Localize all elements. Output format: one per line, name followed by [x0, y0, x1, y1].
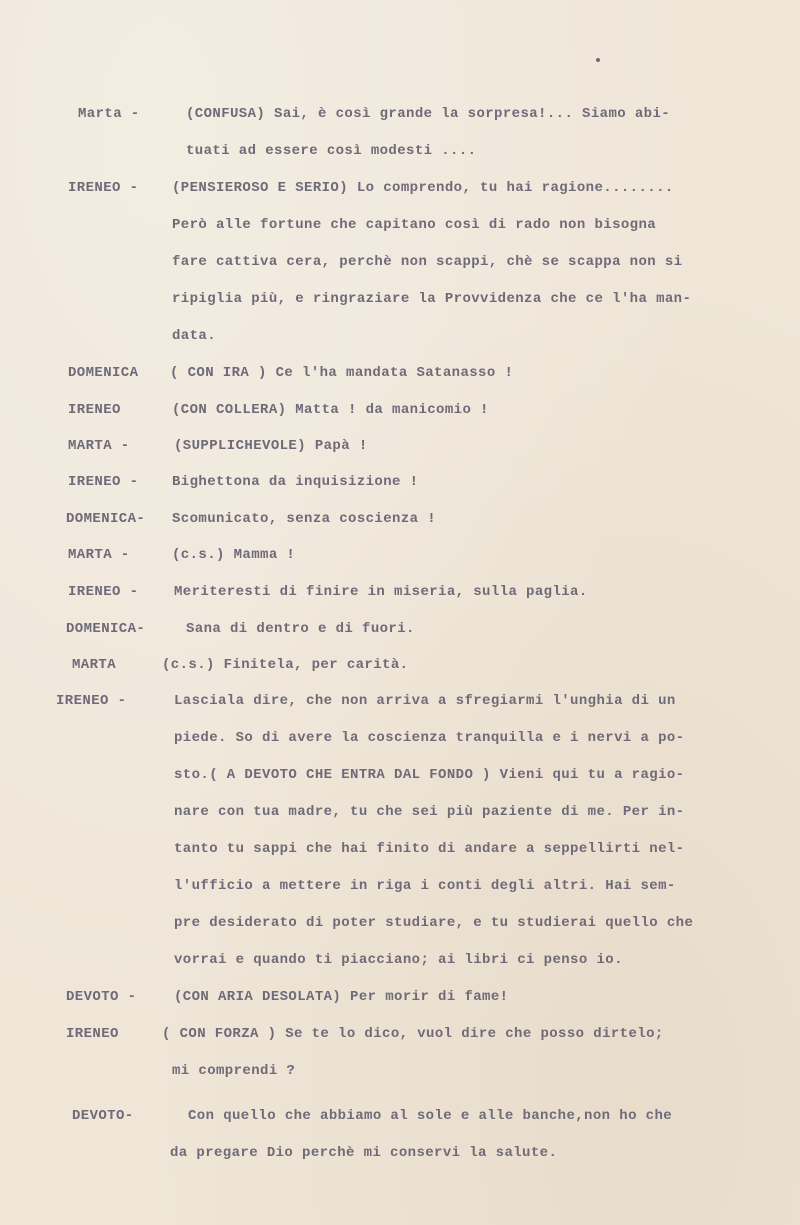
- dialogue-line: ( CON FORZA ) Se te lo dico, vuol dire che posso dirtelo;: [162, 1026, 664, 1042]
- dialogue-line: pre desiderato di poter studiare, e tu studierai quello che: [174, 915, 694, 931]
- script-body: [0, 96, 800, 1172]
- dialogue-line: vorrai e quando ti piacciano; ai libri ci penso io.: [174, 952, 623, 968]
- dialogue-entry: [0, 611, 800, 647]
- dialogue-line: ripiglia più, e ringraziare la Provvidenza che ce l'ha man-: [172, 291, 692, 307]
- speaker-name: IRENEO: [66, 1026, 119, 1042]
- speaker-name: MARTA -: [68, 438, 130, 454]
- dialogue-line: Meriteresti di finire in miseria, sulla paglia.: [174, 584, 588, 600]
- dialogue-line: da pregare Dio perchè mi conservi la salute.: [170, 1145, 558, 1161]
- dialogue-entry: [0, 1016, 800, 1090]
- speaker-name: DOMENICA-: [66, 511, 146, 527]
- speaker-name: Marta -: [78, 106, 140, 122]
- dialogue-line: (PENSIEROSO E SERIO) Lo comprendo, tu hai ragione........: [172, 180, 674, 196]
- dialogue-line: (CONFUSA) Sai, è così grande la sorpresa!... Siamo abi-: [186, 106, 671, 122]
- dialogue-entry: [0, 355, 800, 392]
- dialogue-entry: [0, 647, 800, 683]
- speaker-name: IRENEO -: [56, 693, 127, 709]
- dialogue-entry: [0, 537, 800, 574]
- dialogue-line: (CON ARIA DESOLATA) Per morir di fame!: [174, 989, 509, 1005]
- page-mark: [596, 58, 600, 62]
- dialogue-line: Però alle fortune che capitano così di rado non bisogna: [172, 217, 657, 233]
- dialogue-line: Lasciala dire, che non arriva a sfregiarmi l'unghia di un: [174, 693, 676, 709]
- dialogue-line: Sana di dentro e di fuori.: [186, 621, 415, 637]
- dialogue-line: Bighettona da inquisizione !: [172, 474, 419, 490]
- dialogue-line: (SUPPLICHEVOLE) Papà !: [174, 438, 368, 454]
- dialogue-entry: [0, 501, 800, 537]
- speaker-name: MARTA -: [68, 547, 130, 563]
- dialogue-line: fare cattiva cera, perchè non scappi, chè se scappa non si: [172, 254, 683, 270]
- speaker-name: DOMENICA-: [66, 621, 146, 637]
- speaker-name: MARTA: [72, 657, 117, 673]
- dialogue-line: (c.s.) Mamma !: [172, 547, 296, 563]
- dialogue-entry: [0, 683, 800, 979]
- dialogue-line: piede. So di avere la coscienza tranquilla e i nervi a po-: [174, 730, 685, 746]
- speaker-name: DEVOTO-: [72, 1108, 134, 1124]
- dialogue-entry: [0, 170, 800, 355]
- speaker-name: DOMENICA: [68, 365, 139, 381]
- dialogue-entry: [0, 392, 800, 428]
- speaker-name: IRENEO -: [68, 180, 139, 196]
- dialogue-line: sto.( A DEVOTO CHE ENTRA DAL FONDO ) Vieni qui tu a ragio-: [174, 767, 685, 783]
- dialogue-line: ( CON IRA ) Ce l'ha mandata Satanasso !: [170, 365, 514, 381]
- dialogue-entry: [0, 574, 800, 611]
- speaker-name: IRENEO -: [68, 474, 139, 490]
- dialogue-line: Scomunicato, senza coscienza !: [172, 511, 437, 527]
- dialogue-line: data.: [172, 328, 217, 344]
- dialogue-entry: [0, 428, 800, 464]
- dialogue-line: Con quello che abbiamo al sole e alle banche,non ho che: [188, 1108, 673, 1124]
- dialogue-line: l'ufficio a mettere in riga i conti degli altri. Hai sem-: [174, 878, 676, 894]
- dialogue-line: mi comprendi ?: [172, 1063, 296, 1079]
- dialogue-entry: [0, 96, 800, 170]
- dialogue-line: (CON COLLERA) Matta ! da manicomio !: [172, 402, 489, 418]
- dialogue-line: tuati ad essere così modesti ....: [186, 143, 477, 159]
- speaker-name: DEVOTO -: [66, 989, 137, 1005]
- dialogue-entry: [0, 1098, 800, 1172]
- dialogue-entry: [0, 464, 800, 501]
- speaker-name: IRENEO: [68, 402, 121, 418]
- speaker-name: IRENEO -: [68, 584, 139, 600]
- dialogue-line: tanto tu sappi che hai finito di andare a seppellirti nel-: [174, 841, 685, 857]
- dialogue-line: (c.s.) Finitela, per carità.: [162, 657, 409, 673]
- dialogue-line: nare con tua madre, tu che sei più paziente di me. Per in-: [174, 804, 685, 820]
- dialogue-entry: [0, 979, 800, 1016]
